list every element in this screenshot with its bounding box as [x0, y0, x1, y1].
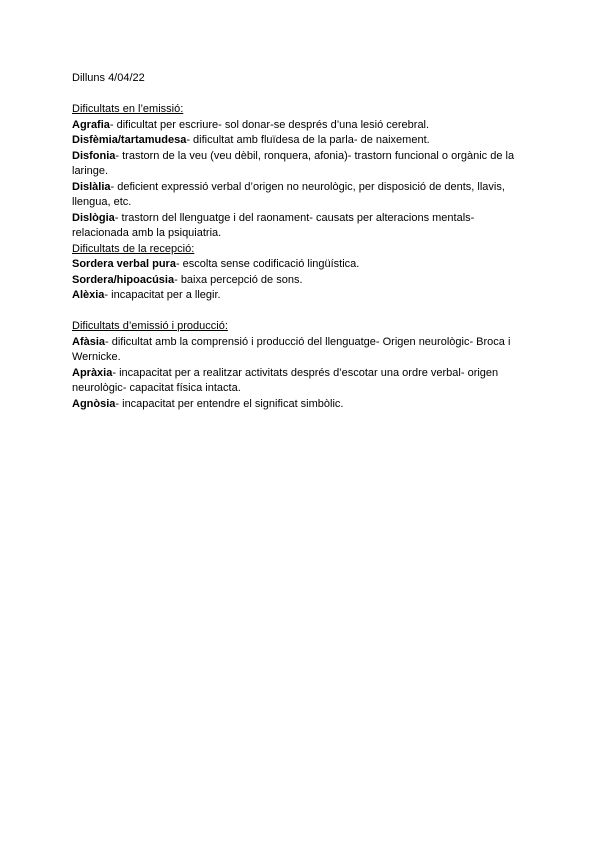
term: Sordera/hipoacúsia: [72, 273, 175, 286]
definition: - dificultat amb fluïdesa de la parla- de naixement.: [186, 134, 430, 146]
term: Disfonia: [72, 149, 116, 162]
document-page: [72, 71, 532, 412]
entry-agrafia: [72, 118, 532, 134]
term: Apràxia: [72, 366, 113, 379]
definition: - deficient expressió verbal d’origen no neurològic, per disposició de dents, llavis, llengua, etc.: [72, 180, 505, 208]
entry-afasia: [72, 335, 532, 366]
section-title: Dificultats de la recepció:: [72, 242, 195, 255]
term: Sordera verbal pura: [72, 258, 176, 270]
term: Disfèmia/tartamudesa: [72, 134, 187, 146]
term: Dislàlia: [72, 180, 111, 193]
entry-dislogia: [72, 211, 532, 242]
entry-dislalia: [72, 180, 532, 211]
definition: - incapacitat per a realitzar activitats després d’escotar una ordre verbal- origen neurològic- capacitat física intacta.: [72, 366, 499, 394]
document-date: Dilluns 4/04/22: [72, 72, 145, 84]
entry-apraxia: [72, 366, 532, 397]
section-title: Dificultats d’emissió i producció:: [72, 320, 228, 332]
term: Agrafia: [72, 118, 110, 131]
term: Dislògia: [72, 211, 115, 224]
entry-sordera-verbal-pura: [72, 257, 532, 273]
definition: - escolta sense codificació lingüística.: [175, 258, 360, 270]
entry-disfemia: [72, 133, 532, 149]
entry-disfonia: [72, 149, 532, 180]
term: Alèxia: [72, 289, 105, 301]
definition: - trastorn de la veu (veu dèbil, ronquera, afonia)- trastorn funcional o orgànic de la laringe.: [72, 149, 515, 177]
entry-agnosia: [72, 397, 532, 413]
term: Afàsia: [72, 335, 106, 348]
definition: - dificultat amb la comprensió i producció del llenguatge- Origen neurològic- Broca i Wernicke.: [72, 335, 511, 363]
definition: - baixa percepció de sons.: [174, 273, 303, 286]
entry-sordera-hipoacusia: [72, 273, 532, 289]
section-title: Dificultats en l’emissió:: [72, 103, 184, 115]
term: Agnòsia: [72, 397, 116, 410]
section-reception: [72, 242, 532, 304]
section-emission-production: [72, 319, 532, 412]
definition: - incapacitat per a llegir.: [104, 289, 221, 301]
definition: - dificultat per escriure- sol donar-se després d’una lesió cerebral.: [109, 118, 430, 131]
entry-alexia: [72, 288, 532, 304]
section-emission: [72, 102, 532, 242]
definition: - trastorn del llenguatge i del raonament- causats per alteracions mentals- relacionada amb la psiquiatria.: [72, 211, 475, 239]
spacer: [72, 304, 532, 320]
definition: - incapacitat per entendre el significat simbòlic.: [115, 397, 344, 410]
